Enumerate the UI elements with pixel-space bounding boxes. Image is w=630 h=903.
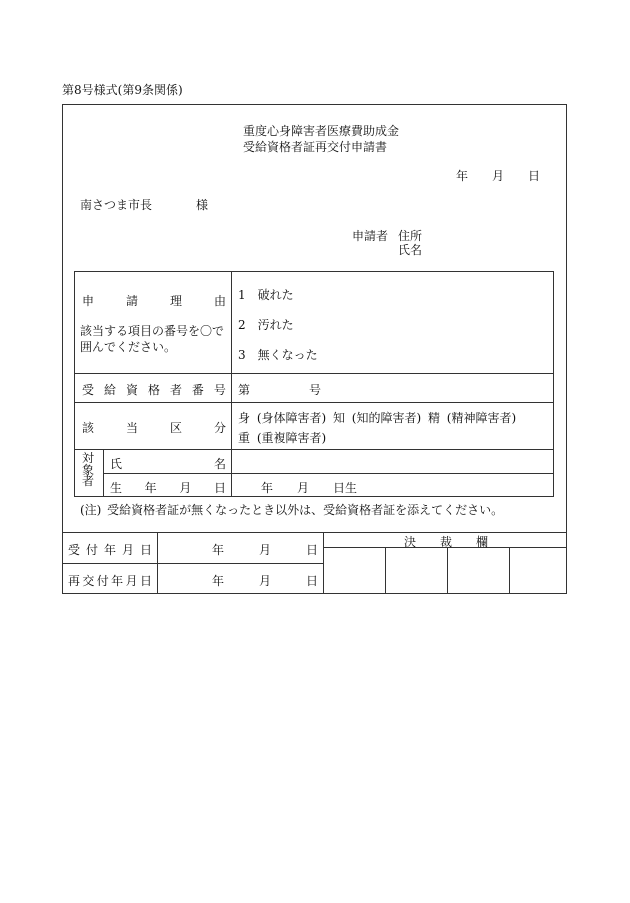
reason-option-text: 汚れた (257, 318, 294, 332)
reason-option-text: 無くなった (257, 348, 318, 362)
reissue-date-label: 再 交 付 年 月 日 (68, 574, 152, 588)
form-title-line2: 受給資格者証再交付申請書 (243, 140, 388, 154)
form-number: 第8号様式(第9条関係) (62, 83, 183, 97)
received-year: 年 (212, 543, 225, 557)
note: (注) 受給資格者証が無くなったとき以外は、受給資格者証を添えてください。 (80, 503, 504, 517)
category-options-line2[interactable]: 重 (重複障害者) (238, 431, 327, 445)
decision-stamp-cell[interactable] (449, 549, 508, 593)
received-date-label: 受 付 年 月 日 (68, 543, 152, 557)
received-day: 日 (306, 543, 319, 557)
reason-option[interactable] (238, 346, 318, 363)
target-person-label: 対 象 者 (81, 451, 94, 488)
birth-year: 年 (261, 481, 274, 495)
reason-instruction-line1: 該当する項目の番号を〇で (80, 324, 225, 338)
reissue-month: 月 (259, 574, 272, 588)
cert-number-field[interactable] (256, 376, 306, 396)
reason-option-number: 1 (238, 288, 246, 302)
reissue-year: 年 (212, 574, 225, 588)
birth-month: 月 (297, 481, 310, 495)
category-options-line1[interactable]: 身 (身体障害者) 知 (知的障害者) 精 (精神障害者) (238, 411, 517, 425)
applicant-name-label: 氏名 (398, 243, 423, 257)
reason-option-number: 3 (238, 348, 246, 362)
birth-label: 生 年 月 日 (110, 481, 226, 495)
addressee-name: 南さつま市長 (80, 198, 153, 212)
decision-stamp-cell[interactable] (387, 549, 446, 593)
reissue-day: 日 (306, 574, 319, 588)
decision-stamp-cell[interactable] (325, 549, 384, 593)
category-label: 該 当 区 分 (82, 421, 226, 435)
cert-number-prefix: 第 (238, 383, 251, 397)
birth-day-suffix: 日生 (333, 481, 358, 495)
form-title-line1: 重度心身障害者医療費助成金 (243, 124, 400, 138)
reason-option[interactable] (238, 286, 294, 303)
decision-label: 決 裁 欄 (404, 535, 488, 549)
date-day: 日 (528, 169, 541, 183)
reason-label: 申 請 理 由 (82, 294, 226, 308)
name-label: 氏 名 (110, 457, 226, 471)
date-year: 年 (456, 169, 469, 183)
reason-option-text: 破れた (257, 288, 294, 302)
received-month: 月 (259, 543, 272, 557)
reason-instruction-line2: 囲んでください。 (80, 340, 177, 354)
cert-number-suffix: 号 (309, 383, 322, 397)
cert-number-label: 受 給 資 格 者 番 号 (82, 383, 226, 397)
name-field[interactable] (234, 451, 552, 471)
decision-stamp-cell[interactable] (511, 549, 566, 593)
date-month: 月 (492, 169, 505, 183)
addressee-honorific: 様 (196, 198, 209, 212)
applicant-address-label: 住所 (398, 229, 423, 243)
reason-option[interactable] (238, 316, 294, 333)
reason-option-number: 2 (238, 318, 246, 332)
applicant-label: 申請者 (352, 229, 389, 243)
